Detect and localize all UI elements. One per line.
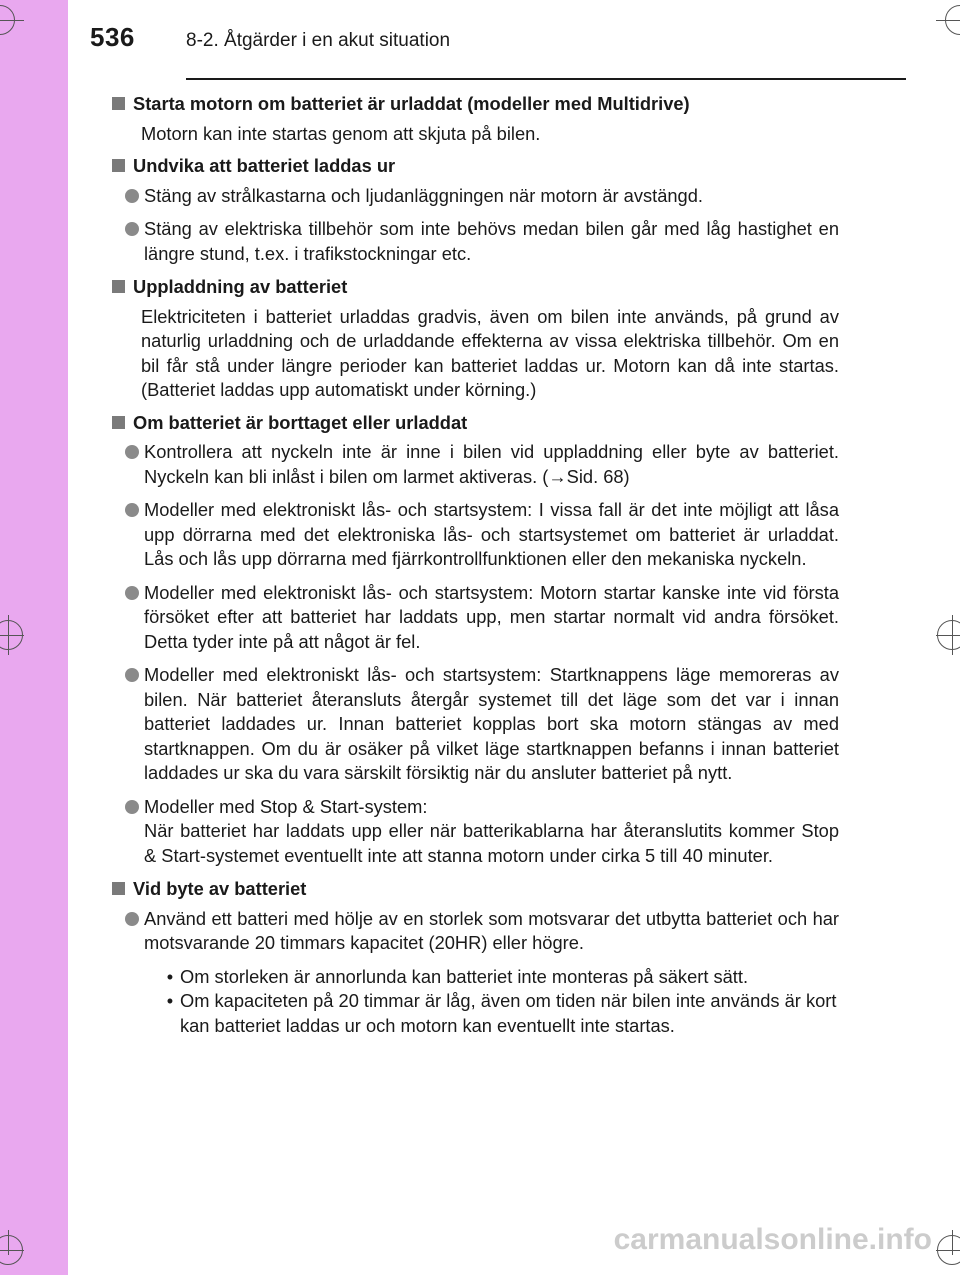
bullet-text: Modeller med Stop & Start-system: När batteriet har laddats upp eller när batterikablarna har återanslutits kommer Stop & Start-systemet eventuellt inte att stanna motorn under cirka 5 till 40 minuter. (144, 795, 839, 866)
section (112, 411, 839, 869)
bullet-item (112, 440, 839, 489)
section-title-text: Undvika att batteriet laddas ur (133, 155, 396, 176)
page-content (112, 92, 839, 1046)
section (112, 877, 839, 1038)
bullet-text: Använd ett batteri med hölje av en storlek som motsvarar det utbytta batteriet och har motsvarande 20 timmars kapacitet (20HR) eller högre. (144, 907, 839, 953)
section (112, 275, 839, 403)
square-bullet-icon (112, 882, 125, 895)
bullet-item (112, 581, 839, 655)
bullet-item (112, 907, 839, 956)
section-title (112, 275, 839, 300)
small-dot-icon: • (166, 990, 174, 1011)
bullet-text: Stäng av strålkastarna och ljudanläggningen när motorn är avstängd. (144, 184, 703, 206)
square-bullet-icon (112, 416, 125, 429)
sub-bullet-item (160, 989, 839, 1038)
bullet-item (112, 217, 839, 266)
small-dot-icon: • (166, 965, 174, 987)
square-bullet-icon (112, 280, 125, 293)
circle-bullet-icon (125, 668, 139, 682)
bullet-item (112, 663, 839, 786)
section-title (112, 92, 839, 117)
section-paragraph: Elektriciteten i batteriet urladdas gradvis, även om bilen inte används, på grund av naturlig urladdning och de urladdande effekterna av vissa elektriska tillbehör. Om en bil får stå under längre perioder kan batteriet laddas ur. Motorn kan då inte startas. (Batteriet laddas upp automatiskt under körning.) (141, 305, 839, 400)
watermark: carmanualsonline.info (613, 1223, 932, 1256)
bullet-item (112, 795, 839, 869)
bullet-text: Kontrollera att nyckeln inte är inne i bilen vid uppladdning eller byte av batteriet. Nyckeln kan bli inlåst i bilen om larmet aktiveras. (→Sid. 68) (144, 441, 839, 487)
bullet-item (112, 498, 839, 572)
square-bullet-icon (112, 159, 125, 172)
header-rule (186, 78, 906, 80)
page-number: 536 (90, 22, 135, 52)
bullet-text: Modeller med elektroniskt lås- och startsystem: Motorn startar kanske inte vid första försöket efter att batteriet har laddats upp, men startar normalt vid andra försöket. Detta tyder inte på att något är fel. (144, 581, 839, 652)
section-title-text: Uppladdning av batteriet (133, 276, 348, 297)
square-bullet-icon (112, 97, 125, 110)
bullet-item (112, 184, 839, 209)
section-paragraph: Motorn kan inte startas genom att skjuta på bilen. (141, 122, 541, 144)
chapter-title: 8-2. Åtgärder i en akut situation (186, 30, 451, 51)
page-header (68, 0, 960, 80)
sub-bullet-text: Om storleken är annorlunda kan batteriet inte monteras på säkert sätt. (180, 965, 749, 987)
section-title-text: Om batteriet är borttaget eller urladdat (133, 411, 468, 433)
circle-bullet-icon (125, 445, 139, 459)
circle-bullet-icon (125, 189, 139, 203)
section-title (112, 411, 839, 436)
section (112, 154, 839, 266)
sub-bullet-list (160, 965, 839, 1039)
bullet-text: Modeller med elektroniskt lås- och startsystem: Startknappens läge memoreras av bilen. När batteriet återansluts återgår systemet till det läge som det var i innan batteriet laddades ur. Innan batteriet kopplas bort ska motorn stängas av med startknappen. Om du är osäker på vilket läge startknappen befanns i innan batteriet laddades ur ska du vara särskilt försiktig när du ansluter batteriet på nytt. (144, 664, 839, 783)
sub-bullet-text: Om kapaciteten på 20 timmar är låg, även om tiden när bilen inte används är kort kan batteriet laddas ur och motorn kan eventuellt inte startas. (180, 990, 837, 1036)
section (112, 92, 839, 146)
sub-bullet-item (160, 965, 839, 990)
section-title-text: Starta motorn om batteriet är urladdat (modeller med Multidrive) (133, 93, 690, 114)
bullet-text: Stäng av elektriska tillbehör som inte behövs medan bilen går med låg hastighet en längre stund, t.ex. i trafikstockningar etc. (144, 218, 839, 264)
section-title-text: Vid byte av batteriet (133, 878, 307, 899)
bullet-text: Modeller med elektroniskt lås- och startsystem: I vissa fall är det inte möjligt att låsa upp dörrarna med det elektroniska lås- och startsystemet om batteriet är urladdat. Lås och lås upp dörrarna med fjärrkontrollfunktionen eller den mekaniska nyckeln. (144, 499, 839, 569)
circle-bullet-icon (125, 586, 139, 600)
circle-bullet-icon (125, 503, 139, 517)
circle-bullet-icon (125, 222, 139, 236)
section-title (112, 154, 839, 179)
circle-bullet-icon (125, 912, 139, 926)
circle-bullet-icon (125, 800, 139, 814)
section-title (112, 877, 839, 902)
